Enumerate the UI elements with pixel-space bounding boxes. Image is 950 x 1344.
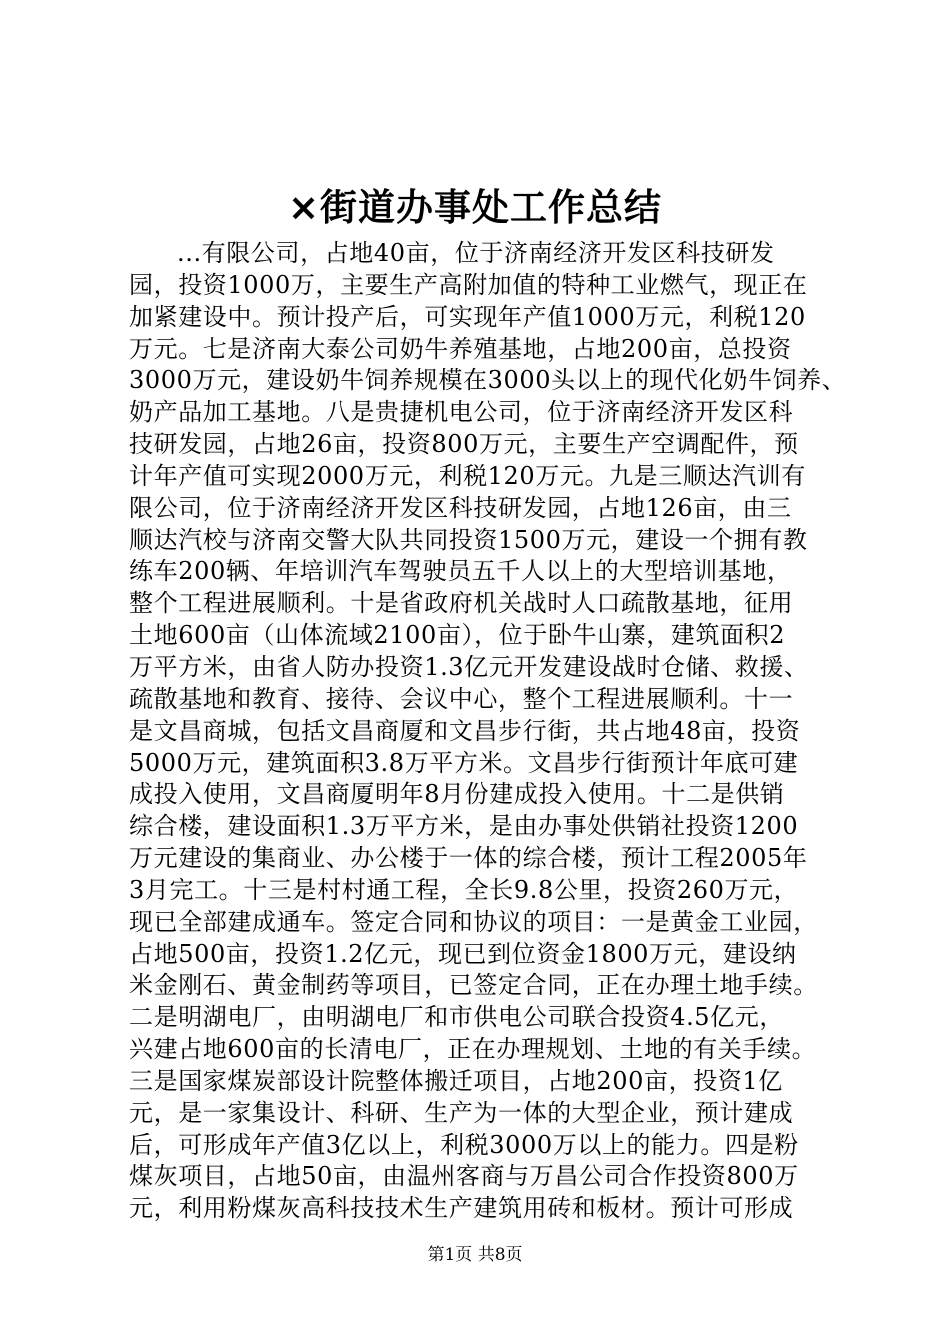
paragraph-line: 限公司，位于济南经济开发区科技研发园，占地126亩，由三 — [129, 493, 792, 522]
paragraph-line: 万元建设的集商业、办公楼于一体的综合楼，预计工程2005年 — [129, 844, 808, 873]
paragraph-line: 万元。七是济南大泰公司奶牛养殖基地，占地200亩，总投资 — [129, 334, 792, 363]
paragraph-line: 元，利用粉煤灰高科技技术生产建筑用砖和板材。预计可形成 — [129, 1194, 794, 1223]
paragraph-line: 元，是一家集设计、科研、生产为一体的大型企业，预计建成 — [129, 1098, 794, 1127]
paragraph-line: 万平方米，由省人防办投资1.3亿元开发建设战时仓储、救援、 — [129, 652, 809, 681]
paragraph-line: 米金刚石、黄金制药等项目，已签定合同，正在办理土地手续。 — [129, 971, 818, 1000]
body-text — [129, 238, 847, 1225]
paragraph-line: 疏散基地和教育、接待、会议中心，整个工程进展顺利。十一 — [129, 684, 794, 713]
paragraph-line: 成投入使用，文昌商厦明年8月份建成投入使用。十二是供销 — [129, 780, 785, 809]
paragraph-line: 占地500亩，投资1.2亿元，现已到位资金1800万元，建设纳 — [129, 939, 797, 968]
paragraph-line: 5000万元，建筑面积3.8万平方米。文昌步行街预计年底可建 — [129, 748, 799, 777]
paragraph-line: ...有限公司，占地40亩，位于济南经济开发区科技研发 — [177, 239, 775, 267]
paragraph-line: 是文昌商城，包括文昌商厦和文昌步行街，共占地48亩，投资 — [129, 716, 801, 745]
paragraph-line: 加紧建设中。预计投产后，可实现年产值1000万元，利税120 — [129, 302, 806, 331]
paragraph-line: 后，可形成年产值3亿以上，利税3000万以上的能力。四是粉 — [129, 1130, 799, 1159]
paragraph-line: 计年产值可实现2000万元，利税120万元。九是三顺达汽训有 — [129, 461, 806, 490]
paragraph-line: 土地600亩（山体流域2100亩），位于卧牛山寨，建筑面积2 — [129, 621, 786, 650]
paragraph-line: 技研发园，占地26亩，投资800万元，主要生产空调配件，预 — [129, 430, 799, 459]
paragraph-line: 3月完工。十三是村村通工程，全长9.8公里，投资260万元， — [129, 875, 799, 904]
paragraph-line: 综合楼，建设面积1.3万平方米，是由办事处供销社投资1200 — [129, 812, 799, 841]
paragraph-line: 现已全部建成通车。签定合同和协议的项目：一是黄金工业园， — [129, 907, 818, 936]
paragraph-line: 整个工程进展顺利。十是省政府机关战时人口疏散基地，征用 — [129, 589, 794, 618]
paragraph-line: 园，投资1000万，主要生产高附加值的特种工业燃气，现正在 — [129, 270, 808, 299]
page-footer: 第1页 共8页 — [427, 1245, 523, 1265]
paragraph-line: 三是国家煤炭部设计院整体搬迁项目，占地200亩，投资1亿 — [129, 1066, 783, 1095]
paragraph-line: 练车200辆、年培训汽车驾驶员五千人以上的大型培训基地， — [129, 557, 792, 586]
paragraph-line: 3000万元，建设奶牛饲养规模在3000头以上的现代化奶牛饲养、 — [129, 366, 847, 395]
paragraph-line: 顺达汽校与济南交警大队共同投资1500万元，建设一个拥有教 — [129, 525, 808, 554]
paragraph-line: 二是明湖电厂，由明湖电厂和市供电公司联合投资4.5亿元， — [129, 1003, 784, 1032]
paragraph-line: 兴建占地600亩的长清电厂，正在办理规划、土地的有关手续。 — [129, 1035, 817, 1064]
paragraph-line: 奶产品加工基地。八是贵捷机电公司，位于济南经济开发区科 — [129, 398, 794, 427]
paragraph-line: 煤灰项目，占地50亩，由温州客商与万昌公司合作投资800万 — [129, 1162, 799, 1191]
page-title: ×街道办事处工作总结 — [287, 186, 662, 229]
